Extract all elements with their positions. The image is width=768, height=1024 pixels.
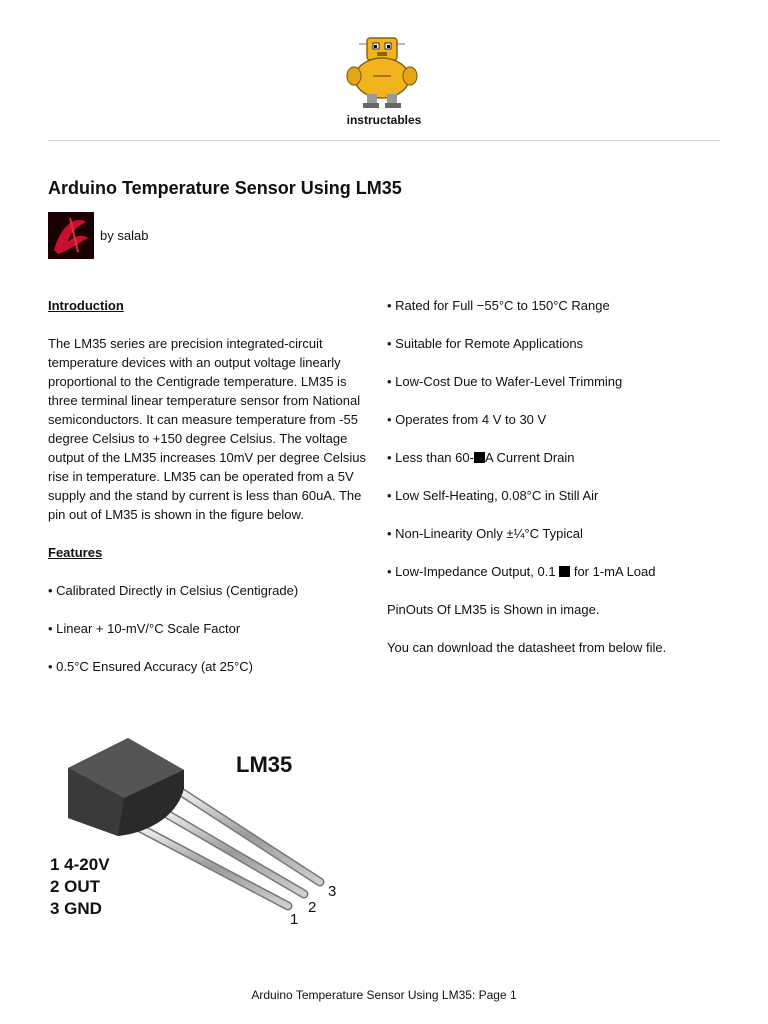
header-divider [48,140,720,141]
left-column [48,296,368,695]
lm35-pinout-image [48,728,360,934]
figure-title: LM35 [236,752,293,777]
impedance-suffix: for 1-mA Load [570,564,656,579]
feature-item: • Low-Cost Due to Wafer-Level Trimming [387,374,623,389]
right-column [387,296,727,676]
author-avatar[interactable] [48,212,94,259]
feature-item: • Suitable for Remote Applications [387,336,584,351]
introduction-heading: Introduction [48,298,124,313]
pin-number: 1 [290,911,299,928]
author-byline[interactable]: by salab [100,228,149,243]
page-footer: Arduino Temperature Sensor Using LM35: Page 1 [251,988,517,1002]
feature-item: • 0.5°C Ensured Accuracy (at 25°C) [48,659,253,674]
pin-label: 2 OUT [50,877,101,896]
missing-glyph-icon [474,452,485,463]
pin-number: 2 [308,899,317,916]
missing-glyph-icon [559,566,570,577]
drain-suffix: A Current Drain [484,450,575,465]
feature-item: • Low Self-Heating, 0.08°C in Still Air [387,488,599,503]
features-heading: Features [48,545,103,560]
drain-prefix: • Less than 60- [387,450,474,465]
feature-item-current-drain [387,448,727,467]
introduction-paragraph: The LM35 series are precision integrated-circuit temperature devices with an output voltage linearly proportional to the Centigrade temperature. LM35 is three terminal linear temperature sensor from National semiconductors. It can measure temperature from -55 degree Celsius to +150 degree Celsius. The voltage output of the LM35 increases 10mV per degree Celsius rise in temperature. LM35 can be operated from a 5V supply and the stand by current is less than 60uA. The pin out of LM35 is shown in the figure below. [48,336,366,522]
pin-label: 1 4-20V [50,855,110,874]
feature-item: • Linear + 10-mV/°C Scale Factor [48,621,241,636]
pin-number: 3 [328,883,337,900]
feature-item: • Calibrated Directly in Celsius (Centigrade) [48,583,299,598]
instructables-robot-logo [339,34,425,112]
site-brand[interactable]: instructables [346,113,422,127]
transistor-body [68,738,184,836]
impedance-prefix: • Low-Impedance Output, 0.1 [387,564,560,579]
article-title: Arduino Temperature Sensor Using LM35 [48,178,402,198]
download-note[interactable]: You can download the datasheet from below file. [387,640,667,655]
feature-item-impedance [387,562,727,581]
feature-item: • Rated for Full −55°C to 150°C Range [387,298,610,313]
feature-item: • Operates from 4 V to 30 V [387,412,547,427]
feature-item: • Non-Linearity Only ±¼°C Typical [387,526,583,541]
pinouts-note: PinOuts Of LM35 is Shown in image. [387,602,600,617]
pin-label: 3 GND [50,899,102,918]
